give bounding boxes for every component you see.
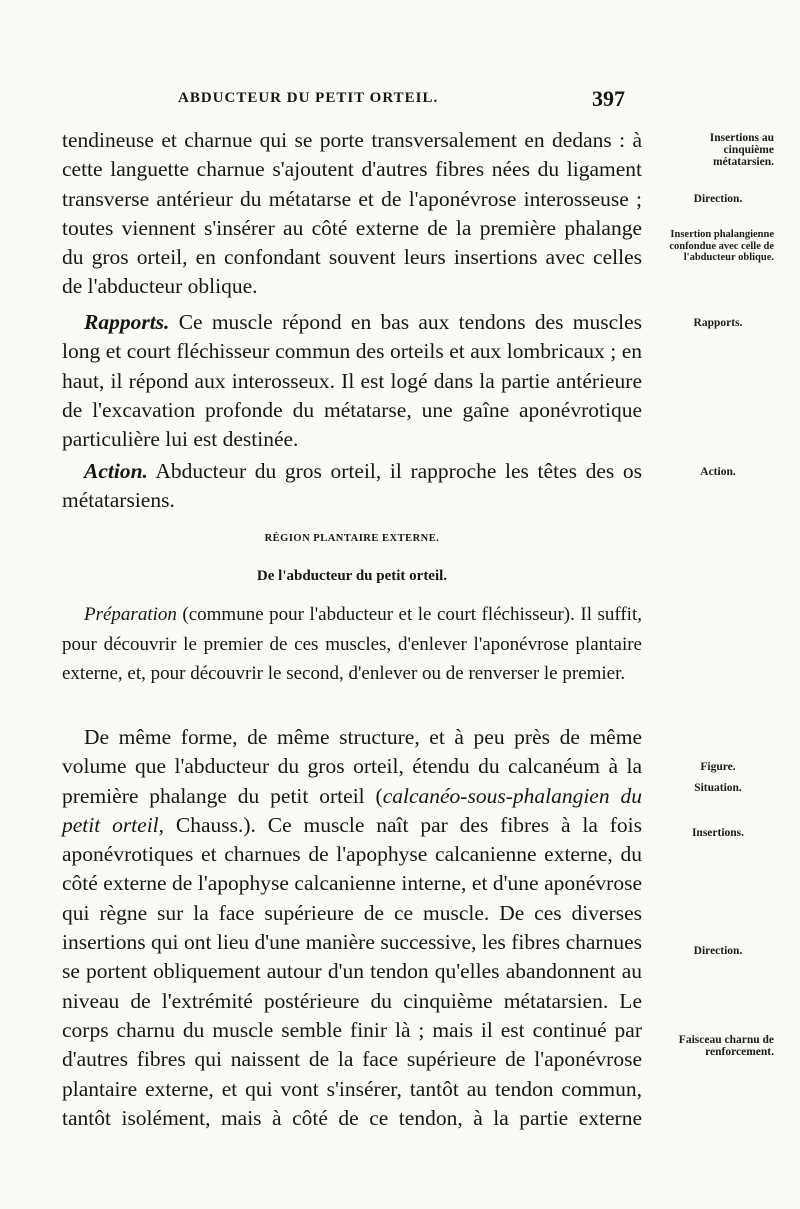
margin-note-insertions-metatarsien: Insertions au cinquième métatarsien.: [709, 132, 774, 168]
paragraph-rapports: [62, 308, 642, 454]
margin-note-figure: Figure.: [700, 761, 736, 773]
margin-note-action: Action.: [700, 466, 736, 478]
running-head: [60, 86, 660, 110]
paragraph-text: tendineuse et charnue qui se porte transversalement en dedans : à cette languette charnue s'ajoutent d'autres fibres nées du ligament transverse antérieur du métatarse et de l'aponévrose interosseuse ; toutes viennent s'insérer au côté externe de la première phalange du gros orteil, en confondant souvent leurs insertions avec celles de l'abducteur oblique.: [62, 128, 642, 299]
running-title: ABDUCTEUR DU PETIT ORTEIL.: [178, 90, 439, 106]
paragraph-action: [62, 457, 642, 516]
margin-note-rapports: Rapports.: [693, 317, 743, 329]
margin-note-direction-2: Direction.: [693, 945, 743, 957]
margin-note-faisceau: Faisceau charnu de renforcement.: [678, 1034, 774, 1058]
paragraph-label: Rapports.: [84, 310, 170, 334]
paragraph-text: (commune pour l'abducteur et le court fléchisseur). Il suffit, pour découvrir le premier de ces muscles, d'enlever l'aponévrose plantaire externe, et, pour découvrir le second, d'enlever ou de renverser le premier.: [62, 604, 642, 684]
margin-note-insertions: Insertions.: [691, 827, 745, 839]
paragraph-description: [62, 723, 642, 1133]
paragraph-label: Préparation: [84, 604, 177, 625]
margin-note-direction: Direction.: [693, 193, 743, 205]
paragraph-preparation: [62, 600, 642, 689]
margin-note-insertion-phalangienne: Insertion phalangienne confondue avec celle de l'abducteur oblique.: [669, 229, 774, 263]
paragraph-text: Abducteur du gros orteil, il rapproche les têtes des os métatarsiens.: [62, 459, 642, 513]
margin-note-situation: Situation.: [694, 782, 742, 794]
paragraph-text: De même forme, de même structure, et à peu près de même volume que l'abducteur du gros orteil, étendu du calcanéum à la première phalange du petit orteil (: [62, 725, 642, 808]
paragraph-text: Ce muscle répond en bas aux tendons des muscles long et court fléchisseur commun des orteils et aux lombricaux ; en haut, il répond aux interosseux. Il est logé dans la partie antérieure de l'excavation profonde du métatarse, une gaîne aponévrotique particulière lui est destinée.: [62, 310, 642, 452]
paragraph-insertions: [62, 126, 642, 302]
muscle-heading: De l'abducteur du petit orteil.: [256, 568, 448, 584]
region-heading: RÉGION PLANTAIRE EXTERNE.: [264, 533, 440, 544]
page-number: 397: [592, 86, 625, 111]
paragraph-italic-term: calcanéo-sous-phalangien du petit orteil: [62, 783, 642, 837]
paragraph-label: Action.: [84, 459, 148, 483]
paragraph-text: , Chauss.). Ce muscle naît par des fibres à la fois aponévrotiques et charnues de l'apophyse calcanienne externe, du côté externe de l'apophyse calcanienne interne, et d'une aponévrose qui règne sur la face supérieure de ce muscle. De ces diverses insertions qui ont lieu d'une manière successive, les fibres charnues se portent obliquement autour d'un tendon qu'elles abandonnent au niveau de l'extrémité postérieure du cinquième métatarsien. Le corps charnu du muscle semble finir là ; mais il est continué par d'autres fibres qui naissent de la face supérieure de l'aponévrose plantaire externe, et qui vont s'insérer, tantôt au tendon commun, tantôt isolément, mais à côté de ce tendon, à la partie externe: [62, 812, 643, 1130]
